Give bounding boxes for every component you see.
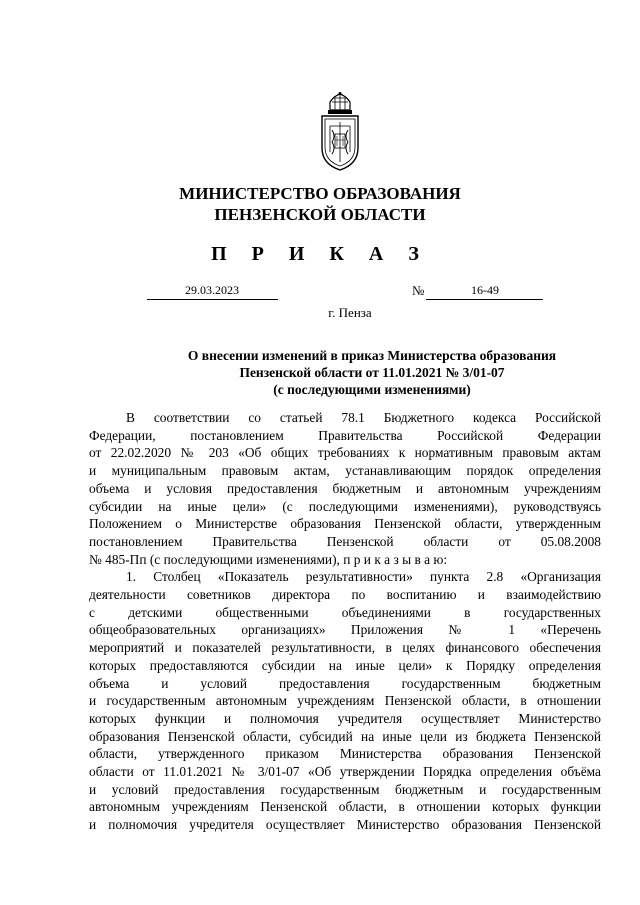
body-line: с детскими общественными объединениями в государственных [89, 604, 601, 620]
date-underline [147, 299, 278, 300]
order-number: 16-49 [471, 283, 499, 297]
body-line: и условий предоставления государственным бюджетным и государственным [89, 781, 601, 797]
order-title [92, 347, 640, 398]
body-line: и муниципальным правовым актам, устанавливающим порядок определения [89, 463, 601, 479]
body-line: Положением о Министерстве образования Пензенской области, утвержденным [89, 516, 601, 532]
order-title-line1: О внесении изменений в приказ Министерства образования [187, 348, 557, 363]
body-line: объема и условий предоставления государственным бюджетным [89, 675, 601, 691]
order-title-line2: Пензенской области от 11.01.2021 № 3/01-07 [239, 365, 505, 380]
body-line: объема и условия предоставления бюджетным и автономным учреждениям [89, 480, 601, 496]
body-line: образования Пензенской области, субсидий на иные цели из бюджета Пензенской [89, 728, 601, 744]
number-underline [426, 299, 543, 300]
body-line: от 22.02.2020 № 203 «Об общих требованиях к нормативным правовым актам [89, 445, 601, 461]
ministry-name-line2: ПЕНЗЕНСКОЙ ОБЛАСТИ [214, 205, 426, 224]
body-line: и полномочия учредителя осуществляет Министерство образования Пензенской [89, 817, 601, 833]
body-line: № 485-Пп (с последующими изменениями), п р и к а з ы в а ю: [89, 551, 448, 567]
coat-of-arms-emblem [316, 92, 364, 172]
body-line: автономным учреждениям Пензенской области, в отношении которых функции [89, 799, 601, 815]
order-title-line3: (с последующими изменениями) [273, 382, 471, 397]
body-line: 1. Столбец «Показатель результативности» пункта 2.8 «Организация [126, 569, 601, 585]
number-sign: № [412, 283, 425, 298]
body-line: деятельности советников директора по воспитанию и взаимодействию [89, 587, 601, 603]
body-line: общеобразовательных организациях» Приложения № 1 «Перечень [89, 622, 601, 638]
body-line: Федерации, постановлением Правительства Российской Федерации [89, 427, 601, 443]
body-line: области, утвержденного приказом Министерства образования Пензенской [89, 746, 601, 762]
body-line: которых предоставляются субсидии на иные цели» к Порядку определения [89, 657, 601, 673]
body-line: области от 11.01.2021 № 3/01-07 «Об утверждении Порядка определения объёма [89, 764, 601, 780]
document-type-heading: П Р И К А З [211, 243, 429, 265]
body-line: субсидии на иные цели» (с последующими изменениями), руководствуясь [89, 498, 601, 514]
body-line: мероприятий и показателей результативности, в целях финансового обеспечения [89, 640, 601, 656]
body-line: В соответствии со статьей 78.1 Бюджетного кодекса Российской [126, 410, 601, 425]
ministry-name-line1: МИНИСТЕРСТВО ОБРАЗОВАНИЯ [179, 184, 461, 203]
order-date: 29.03.2023 [185, 283, 239, 297]
body-line: постановлением Правительства Пензенской области от 05.08.2008 [89, 533, 601, 549]
body-line: которых функции и полномочия учредителя осуществляет Министерство [89, 710, 601, 726]
body-line: и государственным автономным учреждениям Пензенской области, в отношении [89, 693, 601, 709]
city: г. Пенза [328, 305, 372, 320]
order-body-text [89, 409, 601, 834]
